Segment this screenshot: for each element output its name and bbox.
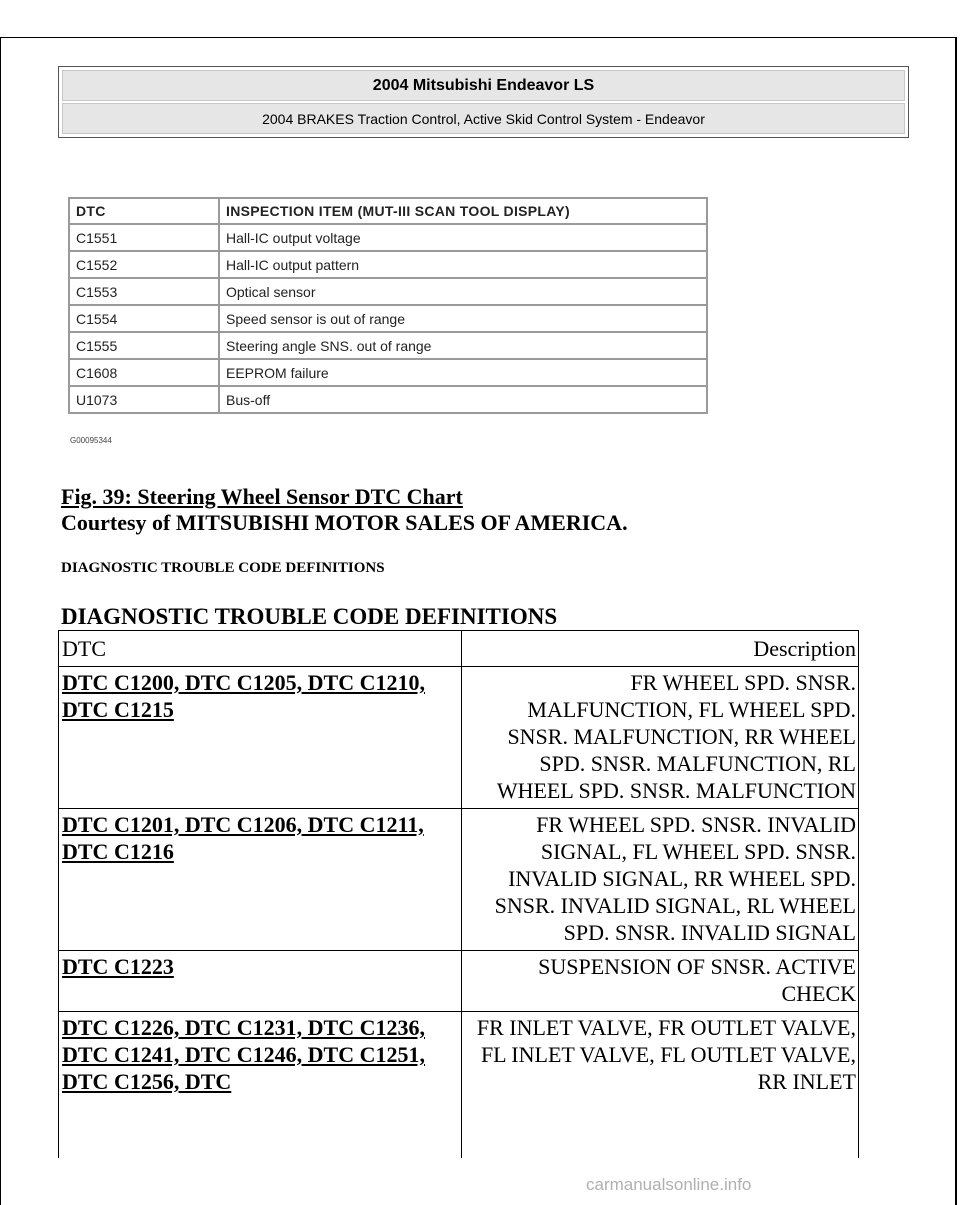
figure-row bbox=[69, 251, 707, 278]
figure-row bbox=[69, 332, 707, 359]
steering-sensor-dtc-figure bbox=[68, 197, 708, 414]
figure-row bbox=[69, 278, 707, 305]
dtc-cell bbox=[59, 809, 462, 951]
dtc-link[interactable]: DTC C1226, DTC C1231, DTC C1236, DTC C1241, DTC C1246, DTC C1251, DTC C1256, DTC bbox=[62, 1015, 426, 1094]
dtc-cell bbox=[59, 1012, 462, 1159]
figure-code: G00095344 bbox=[70, 436, 112, 445]
dtc-description: FR WHEEL SPD. SNSR. MALFUNCTION, FL WHEEL SPD. SNSR. MALFUNCTION, RR WHEEL SPD. SNSR. MALFUNCTION, RL WHEEL SPD. SNSR. MALFUNCTION bbox=[462, 667, 859, 809]
header-title: 2004 Mitsubishi Endeavor LS bbox=[62, 70, 905, 101]
figure-inspection-item: Hall-IC output voltage bbox=[219, 224, 707, 251]
dtc-definitions-table bbox=[58, 630, 859, 1158]
dtc-description: SUSPENSION OF SNSR. ACTIVE CHECK bbox=[462, 951, 859, 1012]
section-title: DIAGNOSTIC TROUBLE CODE DEFINITIONS bbox=[61, 604, 558, 629]
figure-row bbox=[69, 359, 707, 386]
figure-dtc-code: C1553 bbox=[69, 278, 219, 305]
figure-courtesy: Courtesy of MITSUBISHI MOTOR SALES OF AMERICA. bbox=[61, 510, 628, 535]
figure-dtc-code: C1554 bbox=[69, 305, 219, 332]
header-subtitle: 2004 BRAKES Traction Control, Active Skid Control System - Endeavor bbox=[62, 103, 905, 134]
dtc-table-row bbox=[59, 1012, 859, 1159]
figure-inspection-item: Steering angle SNS. out of range bbox=[219, 332, 707, 359]
figure-row bbox=[69, 224, 707, 251]
figure-inspection-item: Hall-IC output pattern bbox=[219, 251, 707, 278]
figure-dtc-code: U1073 bbox=[69, 386, 219, 413]
dtc-description: FR WHEEL SPD. SNSR. INVALID SIGNAL, FL WHEEL SPD. SNSR. INVALID SIGNAL, RR WHEEL SPD. SNSR. INVALID SIGNAL, RL WHEEL SPD. SNSR. INVALID SIGNAL bbox=[462, 809, 859, 951]
watermark-text: carmanualsonline.info bbox=[586, 1175, 752, 1194]
figure-inspection-item: Speed sensor is out of range bbox=[219, 305, 707, 332]
figure-dtc-code: C1551 bbox=[69, 224, 219, 251]
header-dtc: DTC bbox=[59, 631, 462, 667]
dtc-table-row bbox=[59, 951, 859, 1012]
figure-dtc-code: C1555 bbox=[69, 332, 219, 359]
figure-row bbox=[69, 305, 707, 332]
figure-col-inspection-item: INSPECTION ITEM (MUT-III SCAN TOOL DISPLAY) bbox=[219, 198, 707, 224]
document-header bbox=[58, 66, 909, 138]
dtc-link[interactable]: DTC C1201, DTC C1206, DTC C1211, DTC C1216 bbox=[62, 812, 424, 864]
figure-inspection-item: Optical sensor bbox=[219, 278, 707, 305]
dtc-link[interactable]: DTC C1223 bbox=[62, 954, 174, 979]
figure-row bbox=[69, 386, 707, 413]
dtc-cell bbox=[59, 951, 462, 1012]
figure-dtc-code: C1608 bbox=[69, 359, 219, 386]
figure-dtc-code: C1552 bbox=[69, 251, 219, 278]
dtc-cell bbox=[59, 667, 462, 809]
header-description: Description bbox=[462, 631, 859, 667]
dtc-table-row bbox=[59, 667, 859, 809]
section-small-heading: DIAGNOSTIC TROUBLE CODE DEFINITIONS bbox=[61, 560, 385, 576]
figure-col-dtc: DTC bbox=[69, 198, 219, 224]
figure-inspection-item: Bus-off bbox=[219, 386, 707, 413]
figure-inspection-item: EEPROM failure bbox=[219, 359, 707, 386]
figure-header-row bbox=[69, 198, 707, 224]
dtc-table-row bbox=[59, 809, 859, 951]
dtc-description: FR INLET VALVE, FR OUTLET VALVE, FL INLET VALVE, FL OUTLET VALVE, RR INLET bbox=[462, 1012, 859, 1159]
figure-caption-link[interactable]: Fig. 39: Steering Wheel Sensor DTC Chart bbox=[61, 484, 463, 509]
dtc-table-header bbox=[59, 631, 859, 667]
dtc-link[interactable]: DTC C1200, DTC C1205, DTC C1210, DTC C1215 bbox=[62, 670, 426, 722]
